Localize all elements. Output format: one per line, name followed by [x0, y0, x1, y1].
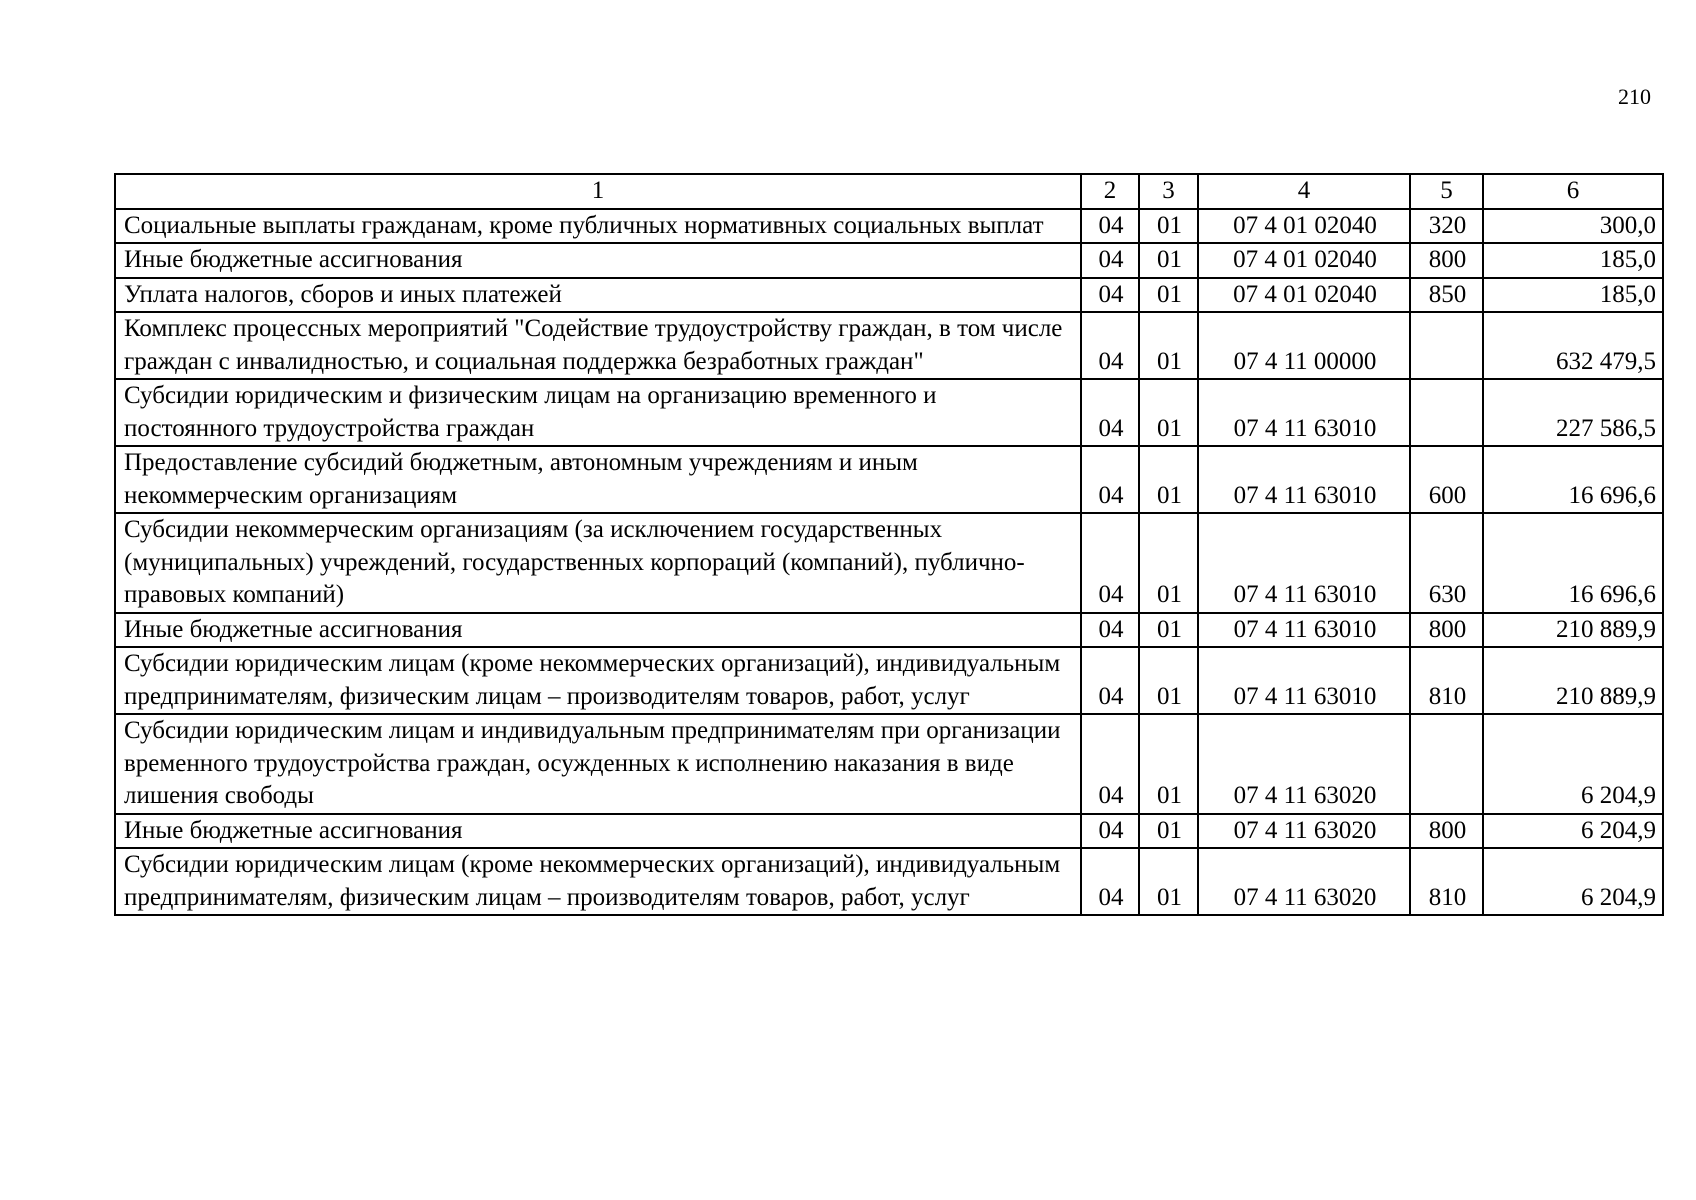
- row-amount: 16 696,6: [1483, 513, 1663, 613]
- row-target-code: 07 4 11 63020: [1198, 814, 1410, 849]
- row-expense-type: 850: [1410, 278, 1483, 313]
- row-target-code: 07 4 11 63010: [1198, 379, 1410, 446]
- row-amount: 6 204,9: [1483, 848, 1663, 915]
- row-amount: 6 204,9: [1483, 814, 1663, 849]
- row-section: 04: [1081, 613, 1139, 648]
- row-section: 04: [1081, 278, 1139, 313]
- row-section: 04: [1081, 848, 1139, 915]
- row-subsection: 01: [1139, 446, 1198, 513]
- row-amount: 210 889,9: [1483, 647, 1663, 714]
- row-name: Уплата налогов, сборов и иных платежей: [115, 278, 1081, 313]
- row-expense-type: 630: [1410, 513, 1483, 613]
- row-expense-type: [1410, 312, 1483, 379]
- row-name: Иные бюджетные ассигнования: [115, 243, 1081, 278]
- row-target-code: 07 4 11 63010: [1198, 647, 1410, 714]
- row-subsection: 01: [1139, 814, 1198, 849]
- column-header-1: 1: [115, 174, 1081, 209]
- column-header-5: 5: [1410, 174, 1483, 209]
- row-amount: 185,0: [1483, 278, 1663, 313]
- row-expense-type: 800: [1410, 613, 1483, 648]
- row-expense-type: 800: [1410, 243, 1483, 278]
- table-row: [115, 379, 1663, 446]
- row-name: Субсидии юридическим лицам (кроме некоммерческих организаций), индивидуальным предпринимателям, физическим лицам – производителям товаров, работ, услуг: [115, 647, 1081, 714]
- row-section: 04: [1081, 446, 1139, 513]
- table-row: [115, 814, 1663, 849]
- row-target-code: 07 4 11 63010: [1198, 446, 1410, 513]
- row-target-code: 07 4 01 02040: [1198, 278, 1410, 313]
- row-expense-type: [1410, 714, 1483, 814]
- row-section: 04: [1081, 814, 1139, 849]
- row-subsection: 01: [1139, 613, 1198, 648]
- table-row: [115, 446, 1663, 513]
- row-subsection: 01: [1139, 848, 1198, 915]
- table-row: [115, 209, 1663, 244]
- row-section: 04: [1081, 312, 1139, 379]
- column-header-4: 4: [1198, 174, 1410, 209]
- row-name: Комплекс процессных мероприятий "Содействие трудоустройству граждан, в том числе граждан с инвалидностью, и социальная поддержка безработных граждан": [115, 312, 1081, 379]
- row-target-code: 07 4 01 02040: [1198, 243, 1410, 278]
- table-row: [115, 243, 1663, 278]
- row-name: Иные бюджетные ассигнования: [115, 814, 1081, 849]
- row-subsection: 01: [1139, 379, 1198, 446]
- row-subsection: 01: [1139, 513, 1198, 613]
- row-name: Субсидии некоммерческим организациям (за исключением государственных (муниципальных) учреждений, государственных корпораций (компаний), публично-правовых компаний): [115, 513, 1081, 613]
- row-amount: 16 696,6: [1483, 446, 1663, 513]
- page-number: 210: [1618, 84, 1651, 109]
- row-amount: 300,0: [1483, 209, 1663, 244]
- row-name: Иные бюджетные ассигнования: [115, 613, 1081, 648]
- table-row: [115, 278, 1663, 313]
- row-target-code: 07 4 01 02040: [1198, 209, 1410, 244]
- row-name: Предоставление субсидий бюджетным, автономным учреждениям и иным некоммерческим организациям: [115, 446, 1081, 513]
- table-row: [115, 647, 1663, 714]
- row-subsection: 01: [1139, 243, 1198, 278]
- row-expense-type: 810: [1410, 848, 1483, 915]
- table-row: [115, 513, 1663, 613]
- row-section: 04: [1081, 714, 1139, 814]
- table-row: [115, 848, 1663, 915]
- column-header-6: 6: [1483, 174, 1663, 209]
- row-amount: 210 889,9: [1483, 613, 1663, 648]
- table-row: [115, 714, 1663, 814]
- column-header-2: 2: [1081, 174, 1139, 209]
- row-section: 04: [1081, 243, 1139, 278]
- row-subsection: 01: [1139, 209, 1198, 244]
- table-row: [115, 312, 1663, 379]
- row-subsection: 01: [1139, 647, 1198, 714]
- row-expense-type: 600: [1410, 446, 1483, 513]
- row-amount: 6 204,9: [1483, 714, 1663, 814]
- row-target-code: 07 4 11 63020: [1198, 848, 1410, 915]
- row-target-code: 07 4 11 63020: [1198, 714, 1410, 814]
- header-row: [115, 174, 1663, 209]
- budget-table: [114, 173, 1664, 916]
- row-subsection: 01: [1139, 714, 1198, 814]
- row-section: 04: [1081, 647, 1139, 714]
- row-amount: 185,0: [1483, 243, 1663, 278]
- row-subsection: 01: [1139, 312, 1198, 379]
- row-target-code: 07 4 11 00000: [1198, 312, 1410, 379]
- row-expense-type: 320: [1410, 209, 1483, 244]
- row-section: 04: [1081, 513, 1139, 613]
- row-name: Субсидии юридическим и физическим лицам на организацию временного и постоянного трудоустройства граждан: [115, 379, 1081, 446]
- row-target-code: 07 4 11 63010: [1198, 613, 1410, 648]
- row-expense-type: 810: [1410, 647, 1483, 714]
- row-expense-type: 800: [1410, 814, 1483, 849]
- column-header-3: 3: [1139, 174, 1198, 209]
- table-row: [115, 613, 1663, 648]
- row-name: Социальные выплаты гражданам, кроме публичных нормативных социальных выплат: [115, 209, 1081, 244]
- row-name: Субсидии юридическим лицам и индивидуальным предпринимателям при организации временного трудоустройства граждан, осужденных к исполнению наказания в виде лишения свободы: [115, 714, 1081, 814]
- row-name: Субсидии юридическим лицам (кроме некоммерческих организаций), индивидуальным предпринимателям, физическим лицам – производителям товаров, работ, услуг: [115, 848, 1081, 915]
- row-subsection: 01: [1139, 278, 1198, 313]
- row-target-code: 07 4 11 63010: [1198, 513, 1410, 613]
- row-expense-type: [1410, 379, 1483, 446]
- row-amount: 632 479,5: [1483, 312, 1663, 379]
- row-section: 04: [1081, 209, 1139, 244]
- row-amount: 227 586,5: [1483, 379, 1663, 446]
- row-section: 04: [1081, 379, 1139, 446]
